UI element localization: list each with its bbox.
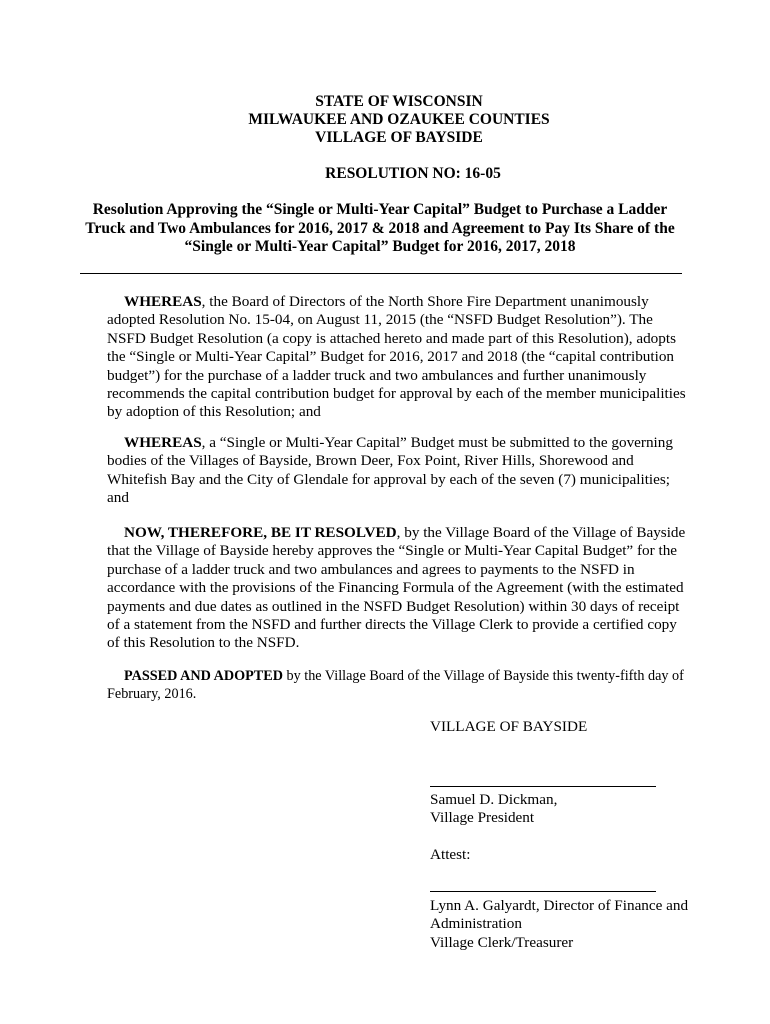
village-heading: VILLAGE OF BAYSIDE [315,129,483,146]
attest-label: Attest: [430,846,471,863]
state-heading: STATE OF WISCONSIN [315,93,483,110]
clerk-signature-line [430,891,656,892]
president-signature-block [430,791,730,828]
adopted-paragraph [107,667,687,703]
president-title: Village President [430,809,535,827]
clerk-signature-block [430,897,720,952]
resolution-number: RESOLUTION NO: 16-05 [325,165,501,182]
counties-heading: MILWAUKEE AND OZAUKEE COUNTIES [248,111,550,128]
clerk-title: Village Clerk/Treasurer [430,933,574,951]
paragraph-text: , a “Single or Multi-Year Capital” Budget must be submitted to the governing bodies of the Villages of Bayside, Brown Deer, Fox Point, River Hills, Shorewood and Whitefish Bay and the City of Glendale for approval by each of the seven (7) municipalities; and [107,434,673,507]
president-signature-line [430,786,656,787]
paragraph-text: , the Board of Directors of the North Shore Fire Department unanimously adopted Resolution No. 15-04, on August 11, 2015 (the “NSFD Budget Resolution”). The NSFD Budget Resolution (a copy is attached hereto and made part of this Resolution), adopts the “Single or Multi-Year Capital” Budget for 2016, 2017 and 2018 (the “capital contribution budget”) for the purchase of a ladder truck and two ambulances and further unanimously recommends the capital contribution budget for approval by each of the member municipalities by adoption of this Resolution; and [107,293,686,421]
paragraph-lead: WHEREAS [124,434,202,451]
whereas-paragraph-1 [107,293,687,422]
paragraph-text: by the Village Board of the Village of Bayside this twenty-fifth day of February, 2016. [107,668,684,702]
village-signature-heading: VILLAGE OF BAYSIDE [430,718,588,735]
paragraph-lead: NOW, THEREFORE, BE IT RESOLVED [124,524,397,541]
document-header [0,93,770,147]
resolved-paragraph [107,524,687,653]
resolution-title: Resolution Approving the “Single or Multi-Year Capital” Budget to Purchase a Ladder Truck and Two Ambulances for 2016, 2017 & 2018 and Agreement to Pay Its Share of the “Single or Multi-Year Capital” Budget for 2016, 2017, 2018 [85,201,675,255]
paragraph-lead: WHEREAS [124,293,202,310]
paragraph-lead: PASSED AND ADOPTED [124,668,283,684]
paragraph-text: , by the Village Board of the Village of Bayside that the Village of Bayside hereby approves the “Single or Multi-Year Capital Budget” for the purchase of a ladder truck and two ambulances and agrees to payments to the NSFD in accordance with the provisions of the Financing Formula of the Agreement (with the estimated payments and due dates as outlined in the NSFD Budget Resolution) within 30 days of receipt of a statement from the NSFD and further directs the Village Clerk to provide a certified copy of this Resolution to the NSFD. [107,524,686,652]
clerk-name: Lynn A. Galyardt, Director of Finance and Administration [430,897,689,933]
president-name: Samuel D. Dickman, [430,791,558,808]
whereas-paragraph-2 [107,434,687,508]
horizontal-rule [80,273,682,274]
